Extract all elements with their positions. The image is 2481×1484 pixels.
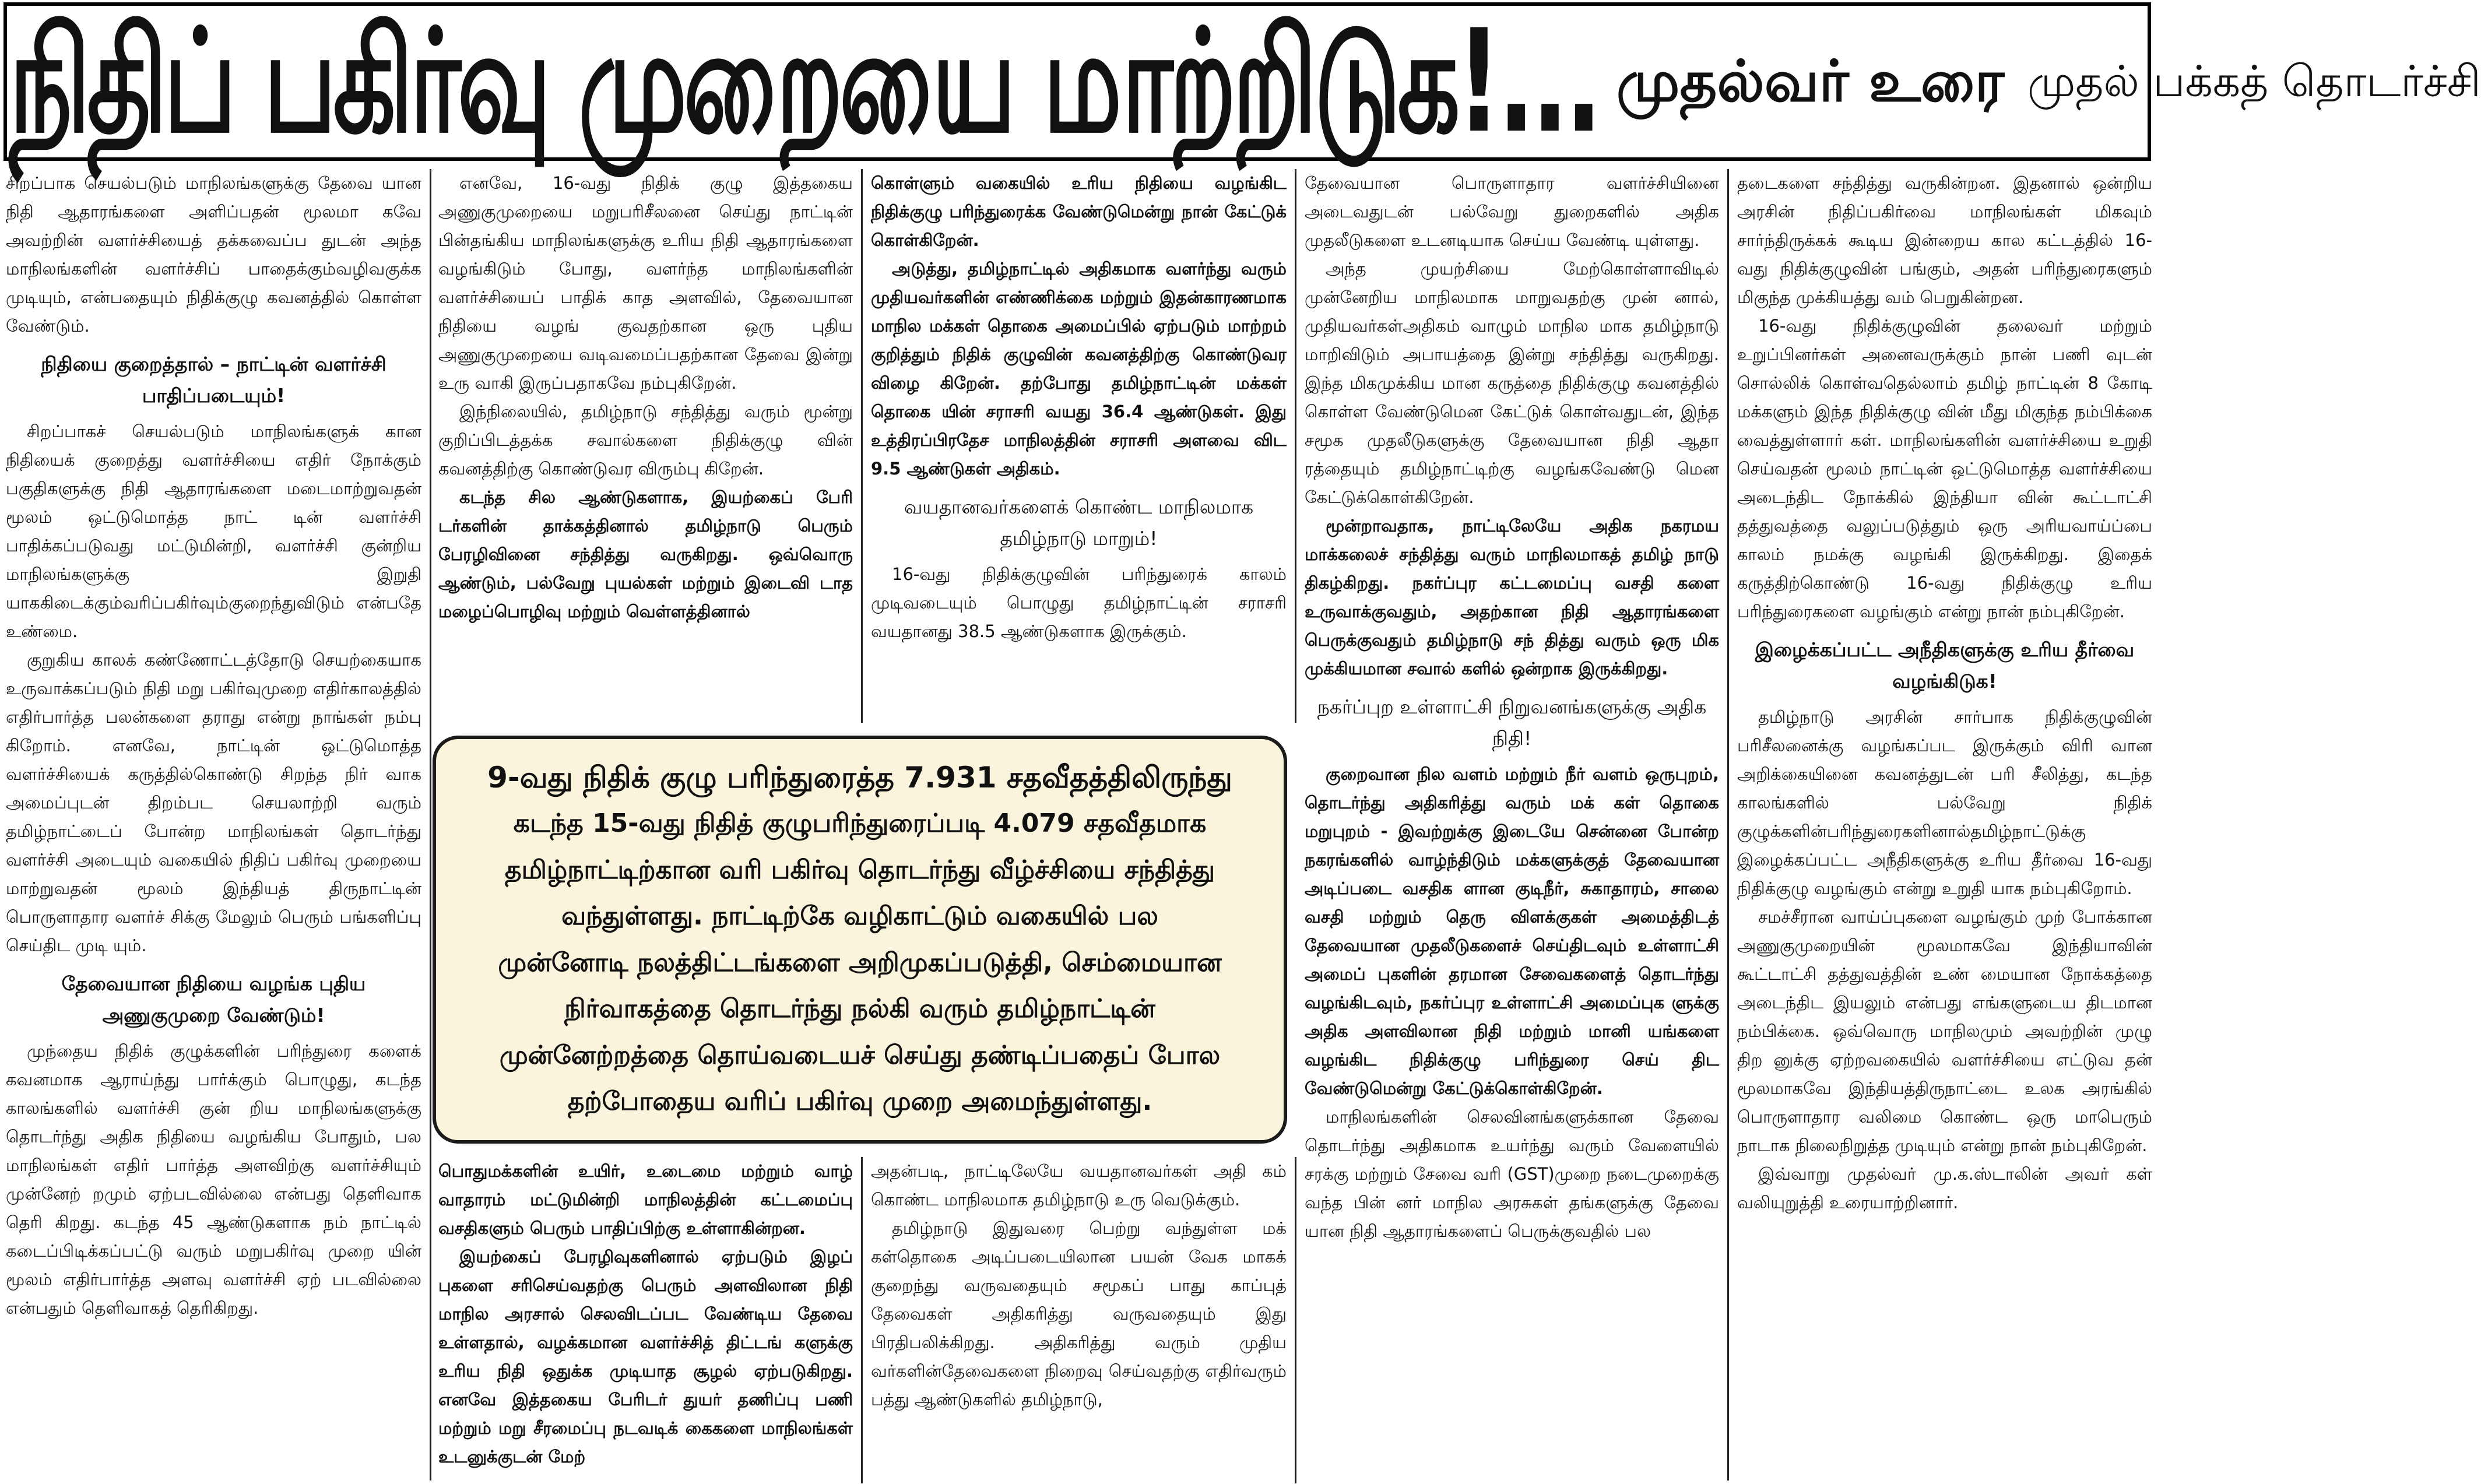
subheading: இழைக்கப்பட்ட அநீதிகளுக்கு உரிய தீர்வை வழங்கிடுக!: [1755, 638, 2135, 692]
paragraph: இந்நிலையில், தமிழ்நாடு சந்தித்து வரும் மூன்று குறிப்பிடத்தக்க சவால்களை நிதிக்குழு வின் கவனத்திற்கு கொண்டுவர விரும்பு கிறேன்.: [438, 402, 853, 479]
paragraph: தமிழ்நாடு அரசின் சார்பாக நிதிக்குழுவின் பரிசீலனைக்கு வழங்கப்பட இருக்கும் விரி வான அறிக்கையினை கவனத்துடன் பரி சீலித்து, கடந்த காலங்களில் பல்வேறு நிதிக் குழுக்களின்பரிந்துரைகளினால்தமிழ்நாட்டுக்கு இழைக்கப்பட்ட அநீதிகளுக்கு உரிய தீர்வை 16-வது நிதிக்குழு வழங்கும் என்று உறுதி யாக நம்புகிறோம்.: [1737, 707, 2152, 898]
continuation-note: முதல் பக்கத் தொடர்ச்சி: [2027, 57, 2481, 107]
paragraph: அதன்படி, நாட்டிலேயே வயதானவர்கள் அதி கம் கொண்ட மாநிலமாக தமிழ்நாடு உரு வெடுக்கும்.: [871, 1161, 1287, 1209]
paragraph: அந்த முயற்சியை மேற்கொள்ளாவிடில் முன்னேறிய மாநிலமாக மாறுவதற்கு முன் னால், முதியவர்கள்அதிகம் வாழும் மாநில மாக தமிழ்நாடு மாறிவிடும் அபாயத்தை இன்று சந்தித்து வருகிறது. இந்த மிகமுக்கிய மான கருத்தை நிதிக்குழு கவனத்தில் கொள்ள வேண்டுமென கேட்டுக் கொள்வதுடன், இந்த சமூக முதலீடுகளுக்கு தேவையான நிதி ஆதா ரத்தையும் தமிழ்நாட்டிற்கு வழங்கவேண்டு மென கேட்டுக்கொள்கிறேன்.: [1305, 259, 1719, 507]
column-5: [1737, 169, 2152, 1481]
column-4: [1305, 169, 1729, 1481]
pull-quote-line: முன்னோடி நலத்திட்டங்களை அறிமுகப்படுத்தி, செம்மையான: [498, 947, 1222, 977]
pull-quote-box: [433, 736, 1287, 1144]
pull-quote-line: தற்போதைய வரிப் பகிர்வு முறை அமைந்துள்ளது.: [567, 1086, 1152, 1117]
paragraph: சிறப்பாக செயல்படும் மாநிலங்களுக்கு தேவை யான நிதி ஆதாரங்களை அளிப்பதன் மூலமா கவே அவற்றின் வளர்ச்சியைத் தக்கவைப்ப துடன் அந்த மாநிலங்களின் வளர்ச்சிப் பாதைக்கும்வழிவகுக்க முடியும், என்பதையும் நிதிக்குழு கவனத்தில் கொள்ள வேண்டும்.: [6, 173, 421, 336]
headline-subtitle: முதல்வர் உரை: [1616, 48, 2005, 115]
paragraph: மூன்றாவதாக, நாட்டிலேயே அதிக நகரமய மாக்கலைச் சந்தித்து வரும் மாநிலமாகத் தமிழ் நாடு திகழ்கிறது. நகர்ப்புர கட்டமைப்பு வசதி களை உருவாக்குவதும், அதற்கான நிதி ஆதாரங்களை பெருக்குவதும் தமிழ்நாடு சந் தித்து வரும் ஒரு மிக முக்கியமான சவால் களில் ஒன்றாக இருக்கிறது.: [1305, 516, 1719, 678]
paragraph: பொதுமக்களின் உயிர், உடைமை மற்றும் வாழ் வாதாரம் மட்டுமின்றி மாநிலத்தின் கட்டமைப்பு வசதிகளும் பெரும் பாதிப்பிற்கு உள்ளாகின்றன.: [438, 1161, 853, 1238]
pull-quote-line: முன்னேற்றத்தை தொய்வடையச் செய்து தண்டிப்பதைப் போல: [499, 1040, 1221, 1070]
subheading: தேவையான நிதியை வழங்க புதிய அணுகுமுறை வேண்டும்!: [61, 972, 366, 1026]
paragraph: சிறப்பாகச் செயல்படும் மாநிலங்களுக் கான நிதியைக் குறைத்து வளர்ச்சியை எதிர் நோக்கும் பகுதிகளுக்கு நிதி ஆதாரங்களை மடைமாற்றுவதன் மூலம் ஒட்டுமொத்த நாட் டின் வளர்ச்சி பாதிக்கப்படுவது மட்டுமின்றி, வளர்ச்சி குன்றிய மாநிலங்களுக்கு இறுதி யாககிடைக்கும்வரிப்பகிர்வும்குறைந்துவிடும் என்பதே உண்மை.: [6, 421, 421, 641]
column-3-top: [871, 169, 1296, 723]
column-2-bottom: [438, 1157, 863, 1483]
paragraph: மாநிலங்களின் செலவினங்களுக்கான தேவை தொடர்ந்து அதிகமாக உயர்ந்து வரும் வேளையில் சரக்கு மற்றும் சேவை வரி (GST)முறை நடைமுறைக்கு வந்த பின் னர் மாநில அரசுகள் தங்களுக்கு தேவை யான நிதி ஆதாரங்களைப் பெருக்குவதில் பல: [1305, 1107, 1719, 1241]
pull-quote-line: தமிழ்நாட்டிற்கான வரி பகிர்வு தொடர்ந்து வீழ்ச்சியை சந்தித்து: [504, 854, 1215, 885]
paragraph: சமச்சீரான வாய்ப்புகளை வழங்கும் முற் போக்கான அணுகுமுறையின் மூலமாகவே இந்தியாவின் கூட்டாட்சி தத்துவத்தின் உண் மையான நோக்கத்தை அடைந்திட இயலும் என்பது எங்களுடைய திடமான நம்பிக்கை. ஒவ்வொரு மாநிலமும் அவற்றின் முழு திற னுக்கு ஏற்றவகையில் வளர்ச்சியை எட்டுவ தன் மூலமாகவே இந்தியத்திருநாட்டை உலக அரங்கில் பொருளாதார வலிமை கொண்ட ஒரு மாபெரும் நாடாக நிலைநிறுத்த முடியும் என்று நான் நம்புகிறேன்.: [1737, 907, 2152, 1155]
paragraph: குறைவான நில வளம் மற்றும் நீர் வளம் ஒருபுறம், தொடர்ந்து அதிகரித்து வரும் மக் கள் தொகை மறுபுறம் - இவற்றுக்கு இடையே சென்னை போன்ற நகரங்களில் வாழ்ந்திடும் மக்களுக்குத் தேவையான அடிப்படை வசதிக ளான குடிநீர், சுகாதாரம், சாலை வசதி மற்றும் தெரு விளக்குகள் அமைத்திடத் தேவையான முதலீடுகளைச் செய்திடவும் உள்ளாட்சி அமைப் புகளின் தரமான சேவைகளைத் தொடர்ந்து வழங்கிடவும், நகர்ப்புர உள்ளாட்சி அமைப்புக ளுக்கு அதிக அளவிலான நிதி மற்றும் மானி யங்களை வழங்கிட நிதிக்குழு பரிந்துரை செய் திட வேண்டுமென்று கேட்டுக்கொள்கிறேன்.: [1305, 764, 1719, 1098]
paragraph: தமிழ்நாடு இதுவரை பெற்று வந்துள்ள மக் கள்தொகை அடிப்படையிலான பயன் வேக மாகக் குறைந்து வருவதையும் சமூகப் பாது காப்புத் தேவைகள் அதிகரித்து வருவதையும் இது பிரதிபலிக்கிறது. அதிகரித்து வரும் முதிய வர்களின்தேவைகளை நிறைவு செய்வதற்கு எதிர்வரும் பத்து ஆண்டுகளில் தமிழ்நாடு,: [871, 1218, 1287, 1409]
paragraph: 16-வது நிதிக்குழுவின் தலைவர் மற்றும் உறுப்பினர்கள் அனைவருக்கும் நான் பணி வுடன் சொல்லிக் கொள்வதெல்லாம் தமிழ் நாட்டின் 8 கோடி மக்களும் இந்த நிதிக்குழு வின் மீது மிகுந்த நம்பிக்கை வைத்துள்ளார் கள். மாநிலங்களின் வளர்ச்சியை உறுதி செய்வதன் மூலம் நாட்டின் ஒட்டுமொத்த வளர்ச்சியை அடைந்திட நோக்கில் இந்தியா வின் கூட்டாட்சி தத்துவத்தை வலுப்படுத்தும் ஒரு அரியவாய்ப்பை காலம் நமக்கு வழங்கி இருக்கிறது. இதைக் கருத்திற்கொண்டு 16-வது நிதிக்குழு உரிய பரிந்துரைகளை வழங்கும் என்று நான் நம்புகிறேன்.: [1737, 316, 2152, 621]
subheading: நகர்ப்புற உள்ளாட்சி நிறுவனங்களுக்கு அதிக நிதி!: [1317, 695, 1707, 750]
column-2-top: [438, 169, 863, 723]
pull-quote-line: 9-வது நிதிக் குழு பரிந்துரைத்த 7.931 சதவீதத்திலிருந்து: [487, 760, 1232, 794]
subheading: வயதானவர்களைக் கொண்ட மாநிலமாக தமிழ்நாடு மாறும்!: [904, 495, 1254, 550]
paragraph: எனவே, 16-வது நிதிக் குழு இத்தகைய அணுகுமுறையை மறுபரிசீலனை செய்து நாட்டின் பின்தங்கிய மாநிலங்களுக்கு உரிய நிதி ஆதாரங்களை வழங்கிடும் போது, வளர்ந்த மாநிலங்களின் வளர்ச்சியைப் பாதிக் காத அளவில், தேவையான நிதியை வழங் குவதற்கான ஒரு புதிய அணுகுமுறையை வடிவமைப்பதற்கான தேவை இன்று உரு வாகி இருப்பதாகவே நம்புகிறேன்.: [438, 173, 853, 393]
pull-quote-line: கடந்த 15-வது நிதித் குழுபரிந்துரைப்படி 4.079 சதவீதமாக: [513, 808, 1207, 839]
paragraph: 16-வது நிதிக்குழுவின் பரிந்துரைக் காலம் முடிவடையும் பொழுது தமிழ்நாட்டின் சராசரி வயதானது 38.5 ஆண்டுகளாக இருக்கும்.: [871, 564, 1287, 641]
paragraph: இவ்வாறு முதல்வர் மு.க.ஸ்டாலின் அவர் கள் வலியுறுத்தி உரையாற்றினார்.: [1737, 1164, 2152, 1212]
paragraph: தடைகளை சந்தித்து வருகின்றன. இதனால் ஒன்றிய அரசின் நிதிப்பகிர்வை மாநிலங்கள் மிகவும் சார்ந்திருக்கக் கூடிய இன்றைய கால கட்டத்தில் 16-வது நிதிக்குழுவின் பங்கும், அதன் பரிந்துரைகளும் மிகுந்த முக்கியத்து வம் பெறுகின்றன.: [1737, 173, 2152, 307]
column-3-bottom: [871, 1157, 1296, 1483]
paragraph: தேவையான பொருளாதார வளர்ச்சியினை அடைவதுடன் பல்வேறு துறைகளில் அதிக முதலீடுகளை உடனடியாக செய்ய வேண்டி யுள்ளது.: [1305, 173, 1719, 250]
paragraph: அடுத்து, தமிழ்நாட்டில் அதிகமாக வளர்ந்து வரும் முதியவர்களின் எண்ணிக்கை மற்றும் இதன்காரணமாக மாநில மக்கள் தொகை அமைப்பில் ஏற்படும் மாற்றம் குறித்தும் நிதிக் குழுவின் கவனத்திற்கு கொண்டுவர விழை கிறேன். தற்போது தமிழ்நாட்டின் மக்கள் தொகை யின் சராசரி வயது 36.4 ஆண்டுகள். இது உத்திரப்பிரதேச மாநிலத்தின் சராசரி அளவை விட 9.5 ஆண்டுகள் அதிகம்.: [871, 259, 1287, 479]
headline-banner: [3, 0, 2481, 165]
pull-quote-line: வந்துள்ளது. நாட்டிற்கே வழிகாட்டும் வகையில் பல: [561, 901, 1158, 931]
column-1: [6, 169, 431, 1481]
paragraph: குறுகிய காலக் கண்ணோட்டத்தோடு செயற்கையாக உருவாக்கப்படும் நிதி மறு பகிர்வுமுறை எதிர்காலத்தில் எதிர்பார்த்த பலன்களை தராது என்று நாங்கள் நம்பு கிறோம். எனவே, நாட்டின் ஒட்டுமொத்த வளர்ச்சியைக் கருத்தில்கொண்டு சிறந்த நிர் வாக அமைப்புடன் திறம்பட செயலாற்றி வரும் தமிழ்நாட்டைப் போன்ற மாநிலங்கள் தொடர்ந்து வளர்ச்சி அடையும் வகையில் நிதிப் பகிர்வு முறையை மாற்றுவதன் மூலம் இந்தியத் திருநாட்டின் பொருளாதார வளர்ச் சிக்கு மேலும் பெரும் பங்களிப்பு செய்திட முடி யும்.: [6, 650, 421, 955]
paragraph: இயற்கைப் பேரழிவுகளினால் ஏற்படும் இழப் புகளை சரிசெய்வதற்கு பெரும் அளவிலான நிதி மாநில அரசால் செலவிடப்பட வேண்டிய தேவை உள்ளதால், வழக்கமான வளர்ச்சித் திட்டங் களுக்கு உரிய நிதி ஒதுக்க முடியாத சூழல் ஏற்படுகிறது. எனவே இத்தகைய பேரிடர் துயர் தணிப்பு பணி மற்றும் மறு சீரமைப்பு நடவடிக் கைகளை மாநிலங்கள் உடனுக்குடன் மேற்: [438, 1247, 853, 1467]
paragraph: கொள்ளும் வகையில் உரிய நிதியை வழங்கிட நிதிக்குழு பரிந்துரைக்க வேண்டுமென்று நான் கேட்டுக் கொள்கிறேன்.: [871, 173, 1287, 250]
subheading: நிதியை குறைத்தால் – நாட்டின் வளர்ச்சி பாதிப்படையும்!: [41, 353, 386, 407]
paragraph: முந்தைய நிதிக் குழுக்களின் பரிந்துரை களைக் கவனமாக ஆராய்ந்து பார்க்கும் பொழுது, கடந்த காலங்களில் வளர்ச்சி குன் றிய மாநிலங்களுக்கு தொடர்ந்து அதிக நிதியை வழங்கிய போதும், பல மாநிலங்கள் எதிர் பார்த்த அளவிற்கு வளர்ச்சியும் முன்னேற் றமும் ஏற்படவில்லை என்பது தெளிவாக தெரி கிறது. கடந்த 45 ஆண்டுகளாக நம் நாட்டில் கடைப்பிடிக்கப்பட்டு வரும் மறுபகிர்வு முறை யின் மூலம் எதிர்பார்த்த அளவு வளர்ச்சி ஏற் படவில்லை என்பதும் தெளிவாகத் தெரிகிறது.: [6, 1041, 421, 1318]
paragraph: கடந்த சில ஆண்டுகளாக, இயற்கைப் பேரி டர்களின் தாக்கத்தினால் தமிழ்நாடு பெரும் பேரழிவினை சந்தித்து வருகிறது. ஒவ்வொரு ஆண்டும், பல்வேறு புயல்கள் மற்றும் இடைவி டாத மழைப்பொழிவு மற்றும் வெள்ளத்தினால்: [438, 487, 853, 621]
headline-title: நிதிப் பகிர்வு முறையை மாற்றிடுக!...: [9, 0, 1599, 165]
pull-quote-line: நிர்வாகத்தை தொடர்ந்து நல்கி வரும் தமிழ்நாட்டின்: [564, 994, 1155, 1024]
